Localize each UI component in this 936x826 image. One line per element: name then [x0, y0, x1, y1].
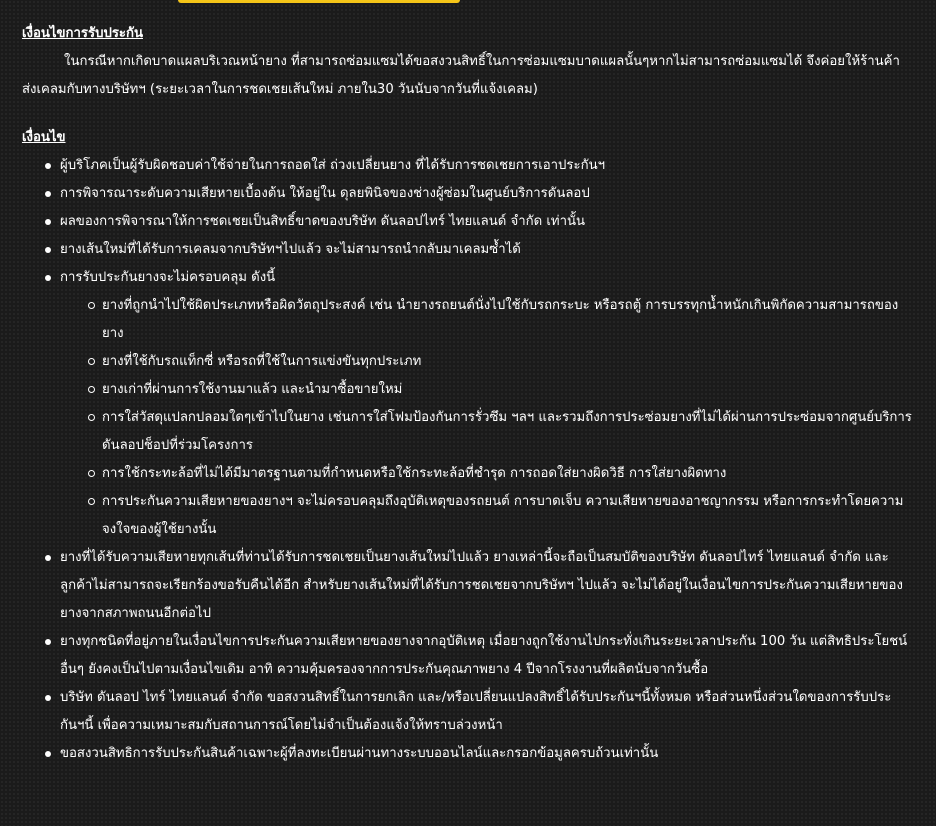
section-spacer	[22, 104, 914, 124]
exclusion-item: การประกันความเสียหายของยางฯ จะไม่ครอบคลุมถึงอุบัติเหตุของรถยนต์ การบาดเจ็บ ความเสียหายของอาชญากรรม หรือการกระทำโดยความจงใจของผู้ใช้ยางนั้น	[102, 488, 914, 544]
condition-item: ยางทุกชนิดที่อยู่ภายในเงื่อนไขการประกันความเสียหายของยางจากอุบัติเหตุ เมื่อยางถูกใช้งานไปกระทั่งเกินระยะเวลาประกัน 100 วัน แต่สิทธิประโยชน์อื่นๆ ยังคงเป็นไปตามเงื่อนไขเดิม อาทิ ความคุ้มครองจากการประกันคุณภาพยาง 4 ปีจากโรงงานที่ผลิตนับจากวันซื้อ	[60, 628, 914, 684]
exclusion-item: ยางที่ถูกนำไปใช้ผิดประเภทหรือผิดวัตถุประสงค์ เช่น นำยางรถยนต์นั่งไปใช้กับรถกระบะ หรือรถตู้ การบรรทุกน้ำหนักเกินพิกัดความสามารถของยาง	[102, 292, 914, 348]
condition-item: ยางที่ได้รับความเสียหายทุกเส้นที่ท่านได้รับการชดเชยเป็นยางเส้นใหม่ไปแล้ว ยางเหล่านี้จะถือเป็นสมบัติของบริษัท ดันลอปไทร์ ไทยแลนด์ จำกัด และลูกค้าไม่สามารถจะเรียกร้องขอรับคืนได้อีก สำหรับยางเส้นใหม่ที่ได้รับการชดเชยจากบริษัทฯ ไปแล้ว จะไม่ได้อยู่ในเงื่อนไขการประกันความเสียหายของยางจากสภาพถนนอีกต่อไป	[60, 544, 914, 628]
condition-item: บริษัท ดันลอป ไทร์ ไทยแลนด์ จำกัด ขอสงวนสิทธิ์ในการยกเลิก และ/หรือเปลี่ยนแปลงสิทธิ์ได้รับประกันฯนี้ทั้งหมด หรือส่วนหนึ่งส่วนใดของการรับประกันฯนี้ เพื่อความเหมาะสมกับสถานการณ์โดยไม่จำเป็นต้องแจ้งให้ทราบล่วงหน้า	[60, 684, 914, 740]
conditions-list	[22, 152, 914, 768]
condition-item: ผู้บริโภคเป็นผู้รับผิดชอบค่าใช้จ่ายในการถอดใส่ ถ่วงเปลี่ยนยาง ที่ได้รับการชดเชยการเอาประกันฯ	[60, 152, 914, 180]
condition-item: ผลของการพิจารณาให้การชดเชยเป็นสิทธิ์ขาดของบริษัท ดันลอปไทร์ ไทยแลนด์ จำกัด เท่านั้น	[60, 208, 914, 236]
exclusion-item: การใช้กระทะล้อที่ไม่ได้มีมาตรฐานตามที่กำหนดหรือใช้กระทะล้อที่ชำรุด การถอดใส่ยางผิดวิธี การใส่ยางผิดทาง	[102, 460, 914, 488]
warranty-conditions-heading: เงื่อนไขการรับประกัน	[22, 26, 143, 41]
exclusion-item: การใส่วัสดุแปลกปลอมใดๆเข้าไปในยาง เช่นการใส่โฟมป้องกันการรั่วซึม ฯลฯ และรวมถึงการประซ่อมยางที่ไม่ได้ผ่านการประซ่อมจากศูนย์บริการดันลอปช็อปที่ร่วมโครงการ	[102, 404, 914, 460]
warranty-intro-paragraph: ในกรณีหากเกิดบาดแผลบริเวณหน้ายาง ที่สามารถซ่อมแซมได้ขอสงวนสิทธิ์ในการซ่อมแซมบาดแผลนั้นๆหากไม่สามารถซ่อมแซมได้ จึงค่อยให้ร้านค้าส่งเคลมกับทางบริษัทฯ (ระยะเวลาในการชดเชยเส้นใหม่ ภายใน30 วันนับจากวันที่แจ้งเคลม)	[22, 54, 900, 97]
conditions-heading: เงื่อนไข	[22, 130, 66, 145]
condition-item: ยางเส้นใหม่ที่ได้รับการเคลมจากบริษัทฯไปแล้ว จะไม่สามารถนำกลับมาเคลมซ้ำได้	[60, 236, 914, 264]
exclusions-label: การรับประกันยางจะไม่ครอบคลุม ดังนี้	[60, 270, 276, 285]
exclusion-item: ยางเก่าที่ผ่านการใช้งานมาแล้ว และนำมาซื้อขายใหม่	[102, 376, 914, 404]
condition-item: การพิจารณาระดับความเสียหายเบื้องต้น ให้อยู่ใน ดุลยพินิจของช่างผู้ซ่อมในศูนย์บริการดันลอป	[60, 180, 914, 208]
top-accent-bar	[178, 0, 460, 3]
exclusions-list	[60, 292, 914, 544]
condition-item-exclusions	[60, 264, 914, 544]
condition-item: ขอสงวนสิทธิการรับประกันสินค้าเฉพาะผู้ที่ลงทะเบียนผ่านทางระบบออนไลน์และกรอกข้อมูลครบถ้วนเท่านั้น	[60, 740, 914, 768]
exclusion-item: ยางที่ใช้กับรถแท็กซี่ หรือรถที่ใช้ในการแข่งขันทุกประเภท	[102, 348, 914, 376]
warranty-document	[22, 20, 914, 768]
